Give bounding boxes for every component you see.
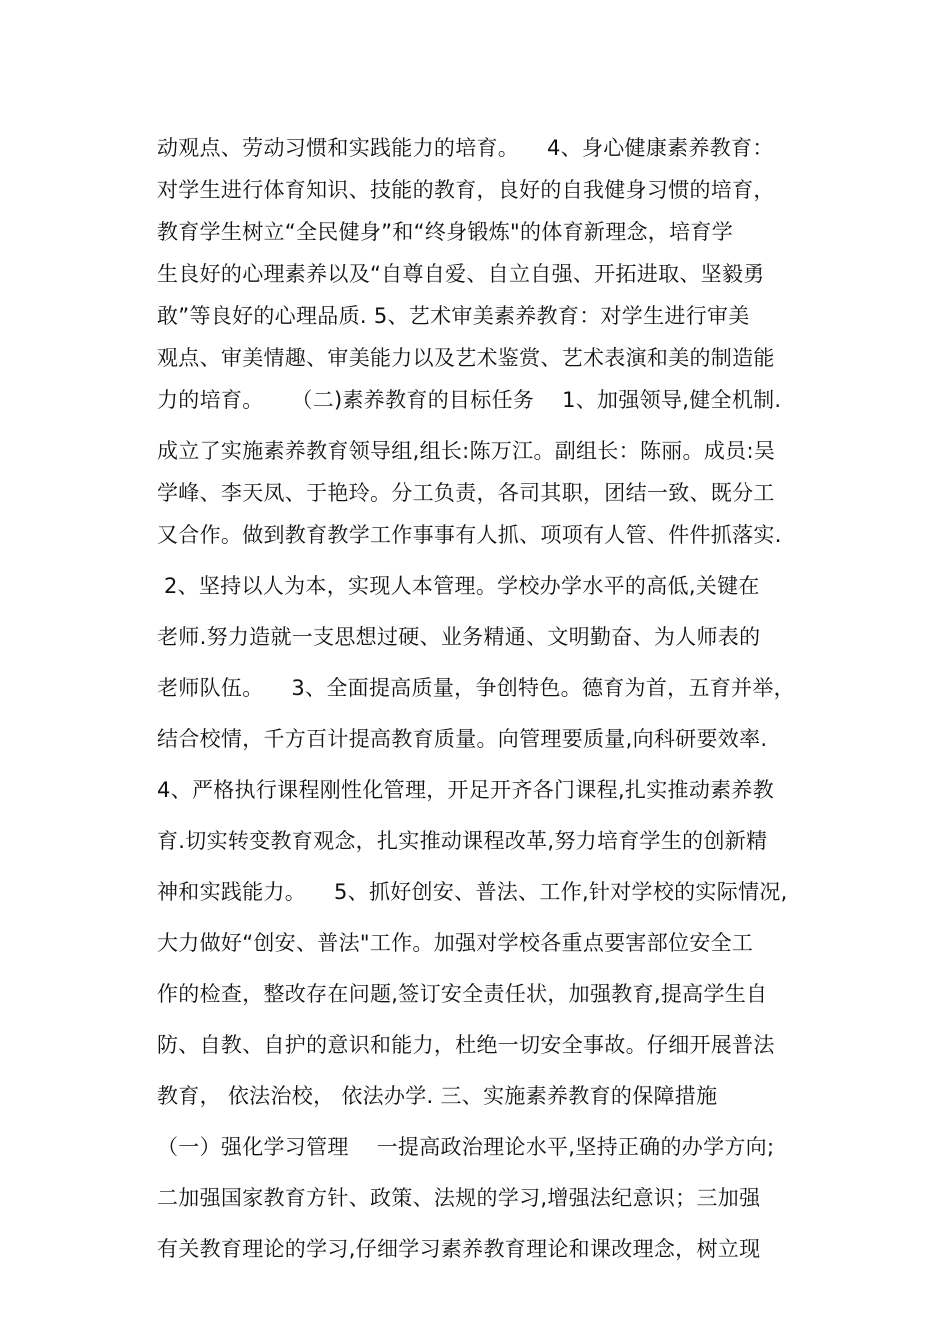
text-line-20: 防、自教、自护的意识和能力，杜绝一切安全事故。仔细开展普法 [157,1033,775,1057]
text-line-22: （一）强化学习管理 一提高政治理论水平,坚持正确的办学方向; [157,1135,775,1159]
text-line-9: 学峰、李天凤、于艳玲。分工负责，各司其职，团结一致、既分工 [157,481,775,505]
body-text [157,130,837,1273]
text-line-17: 神和实践能力。 5、抓好创安、普法、工作,针对学校的实际情况, [157,880,788,904]
text-line-6: 观点、审美情趣、审美能力以及艺术鉴赏、艺术表演和美的制造能 [157,346,775,370]
text-line-19: 作的检查，整改存在问题,签订安全责任状，加强教育,提高学生自 [157,982,768,1006]
text-line-24: 有关教育理论的学习,仔细学习素养教育理论和课改理念，树立现 [157,1237,761,1261]
text-line-23: 二加强国家教育方针、政策、法规的学习,增强法纪意识；三加强 [157,1186,761,1210]
text-line-18: 大力做好“创安、普法"工作。加强对学校各重点要害部位安全工 [157,931,754,955]
text-line-21: 教育， 依法治校， 依法办学. 三、实施素养教育的保障措施 [157,1084,718,1108]
text-line-14: 结合校情，千方百计提高教育质量。向管理要质量,向科研要效率. [157,727,768,751]
text-line-8: 成立了实施素养教育领导组,组长:陈万江。副组长：陈丽。成员:吴 [157,439,776,463]
text-line-12: 老师.努力造就一支思想过硬、业务精通、文明勤奋、为人师表的 [157,625,761,649]
text-line-2: 对学生进行体育知识、技能的教育，良好的自我健身习惯的培育， [157,178,775,202]
text-line-10: 又合作。做到教育教学工作事事有人抓、项项有人管、件件抓落实. [157,523,782,547]
text-line-5: 敢”等良好的心理品质. 5、艺术审美素养教育：对学生进行审美 [157,304,750,328]
text-line-15: 4、严格执行课程刚性化管理，开足开齐各门课程,扎实推动素养教 [157,778,775,802]
text-line-13: 老师队伍。 3、全面提高质量，争创特色。德育为首，五育并举， [157,676,795,700]
text-line-4: 生良好的心理素养以及“自尊自爱、自立自强、开拓进取、坚毅勇 [157,262,765,286]
text-line-16: 育.切实转变教育观念，扎实推动课程改革,努力培育学生的创新精 [157,829,768,853]
text-line-11: 2、坚持以人为本，实现人本管理。学校办学水平的高低,关键在 [157,574,760,598]
text-line-7: 力的培育。 （二)素养教育的目标任务 1、加强领导,健全机制. [157,388,782,412]
text-line-3: 教育学生树立“全民健身”和“终身锻炼"的体育新理念，培育学 [157,220,733,244]
text-line-1: 动观点、劳动习惯和实践能力的培育。 4、身心健康素养教育： [157,136,774,160]
